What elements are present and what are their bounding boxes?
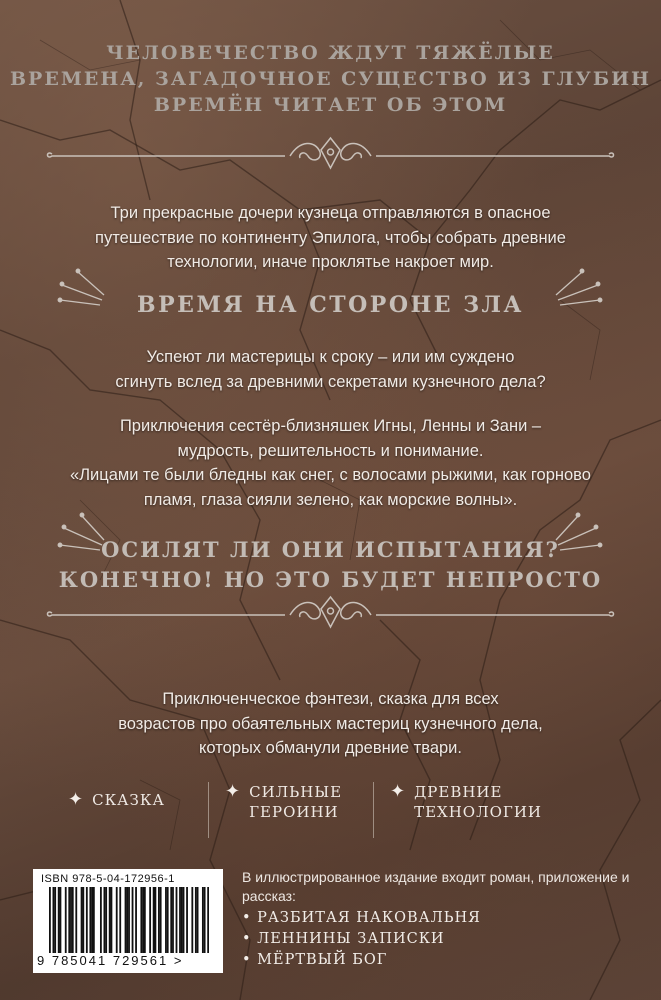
feature-list xyxy=(40,782,630,838)
intro-line: Три прекрасные дочери кузнеца отправляются в опасное xyxy=(110,204,551,222)
intro-line: технологии, иначе проклятье накроет мир. xyxy=(167,253,494,271)
barcode-bar xyxy=(116,887,118,953)
barcode-bar xyxy=(100,887,102,953)
barcode-bar xyxy=(160,887,162,953)
list-item: • ЛЕННИНЫ ЗАПИСКИ xyxy=(242,929,642,950)
feature-line: ТЕХНОЛОГИИ xyxy=(414,803,543,821)
barcode-bar xyxy=(89,887,91,953)
barcode-bar xyxy=(204,887,206,953)
barcode-bar xyxy=(72,887,74,953)
contents-list xyxy=(242,908,642,971)
question-heading xyxy=(0,535,661,595)
adventure-line: «Лицами те были бледны как снег, с волосами рыжими, как горново xyxy=(70,466,591,484)
barcode-bar xyxy=(153,887,155,953)
feature-strong-heroines xyxy=(225,782,342,838)
barcode-bar xyxy=(60,887,62,953)
top-heading-line: ЧЕЛОВЕЧЕСТВО ЖДУТ ТЯЖЁЛЫЕ xyxy=(106,42,555,64)
feature-divider xyxy=(373,782,374,838)
barcode-bar xyxy=(54,887,56,953)
genre-line: Приключенческое фэнтези, сказка для всех xyxy=(162,690,499,708)
barcode-bars xyxy=(49,887,209,953)
sparkle-icon: ✦ xyxy=(68,789,85,810)
barcode-bar xyxy=(111,887,113,953)
barcode-bar xyxy=(140,887,142,953)
feature-label xyxy=(249,782,342,822)
barcode-bar xyxy=(126,887,128,953)
genre-paragraph xyxy=(0,687,661,761)
barcode-bar xyxy=(53,887,55,953)
barcode-bar xyxy=(179,887,181,953)
barcode-bar xyxy=(93,887,95,953)
question-heading-line: КОНЕЧНО! НО ЭТО БУДЕТ НЕПРОСТО xyxy=(58,567,603,592)
barcode-bar xyxy=(197,887,199,953)
question-paragraph xyxy=(0,345,661,394)
barcode-bar xyxy=(132,887,134,953)
barcode-bar xyxy=(144,887,146,953)
barcode-bar xyxy=(82,887,84,953)
isbn-label: ISBN 978-5-04-172956-1 xyxy=(41,873,175,885)
barcode-bar xyxy=(181,887,183,953)
barcode-bar xyxy=(207,887,209,953)
barcode-bar xyxy=(154,887,156,953)
feature-line: ДРЕВНИЕ xyxy=(414,783,503,801)
feature-line: СКАЗКА xyxy=(92,791,165,809)
adventure-line: мудрость, решительность и понимание. xyxy=(177,441,484,460)
barcode-bar xyxy=(70,887,72,953)
barcode-bar xyxy=(176,887,178,953)
barcode-bar xyxy=(49,887,51,953)
barcode-bar xyxy=(170,887,172,953)
barcode-digits: 9 785041 729561 > xyxy=(37,953,184,968)
sparkle-icon: ✦ xyxy=(390,781,407,802)
list-item: • РАЗБИТАЯ НАКОВАЛЬНЯ xyxy=(242,908,642,929)
question-line: сгинуть вслед за древними секретами кузнечного дела? xyxy=(115,372,546,391)
adventure-line: Приключения сестёр-близняшек Игны, Ленны и Зани – xyxy=(119,417,542,435)
feature-ancient-technologies xyxy=(390,782,542,838)
barcode-bar xyxy=(135,887,137,953)
barcode-bar xyxy=(81,887,83,953)
barcode-bar xyxy=(125,887,127,953)
barcode-bar xyxy=(105,887,107,953)
feature-line: СИЛЬНЫЕ xyxy=(249,783,343,801)
barcode-bar xyxy=(142,887,144,953)
isbn-barcode xyxy=(33,869,223,973)
feature-fairytale xyxy=(68,790,165,846)
barcode-bar xyxy=(104,887,106,953)
contents-intro: В иллюстрированное издание входит роман, приложение и рассказ: xyxy=(242,869,630,904)
barcode-bar xyxy=(158,887,160,953)
barcode-bar xyxy=(109,887,111,953)
barcode-bar xyxy=(86,887,88,953)
top-divider xyxy=(48,138,614,168)
genre-line: которых обманули древние твари. xyxy=(199,739,462,757)
edition-contents xyxy=(242,868,642,971)
barcode-bar xyxy=(119,887,121,953)
barcode-bar xyxy=(167,887,169,953)
list-item: • МЁРТВЫЙ БОГ xyxy=(242,950,642,971)
barcode-bar xyxy=(183,887,185,953)
feature-divider xyxy=(208,782,209,838)
barcode-bar xyxy=(75,887,77,953)
adventure-line: пламя, глаза сияли зелено, как морские волны». xyxy=(143,490,518,509)
sparkle-icon: ✦ xyxy=(225,781,242,802)
feature-label xyxy=(92,790,165,810)
barcode-bar xyxy=(65,887,67,953)
top-heading-line: ВРЕМЁН ЧИТАЕТ ОБ ЭТОМ xyxy=(153,94,508,116)
top-heading-line: ВРЕМЕНА, ЗАГАДОЧНОЕ СУЩЕСТВО ИЗ ГЛУБИН xyxy=(10,68,651,90)
middle-divider xyxy=(48,597,614,627)
barcode-bar xyxy=(172,887,174,953)
barcode-bar xyxy=(128,887,130,953)
barcode-bar xyxy=(68,887,70,953)
barcode-bar xyxy=(186,887,188,953)
adventure-paragraph xyxy=(0,414,661,512)
barcode-bar xyxy=(58,887,60,953)
top-heading xyxy=(0,40,661,118)
middle-heading: ВРЕМЯ НА СТОРОНЕ ЗЛА xyxy=(137,292,524,318)
barcode-bar xyxy=(191,887,193,953)
feature-line: ГЕРОИНИ xyxy=(249,803,339,821)
barcode-bar xyxy=(202,887,204,953)
barcode-bar xyxy=(165,887,167,953)
barcode-bar xyxy=(149,887,151,953)
genre-line: возрастов про обаятельных мастериц кузнечного дела, xyxy=(118,714,543,733)
feature-label xyxy=(414,782,542,822)
intro-line: путешествие по континенту Эпилога, чтобы собрать древние xyxy=(95,228,566,247)
question-line: Успеют ли мастерицы к сроку – или им суждено xyxy=(146,348,515,366)
intro-paragraph xyxy=(0,201,661,275)
question-heading-line: ОСИЛЯТ ЛИ ОНИ ИСПЫТАНИЯ? xyxy=(101,537,560,562)
barcode-bar xyxy=(91,887,93,953)
barcode-bar xyxy=(195,887,197,953)
